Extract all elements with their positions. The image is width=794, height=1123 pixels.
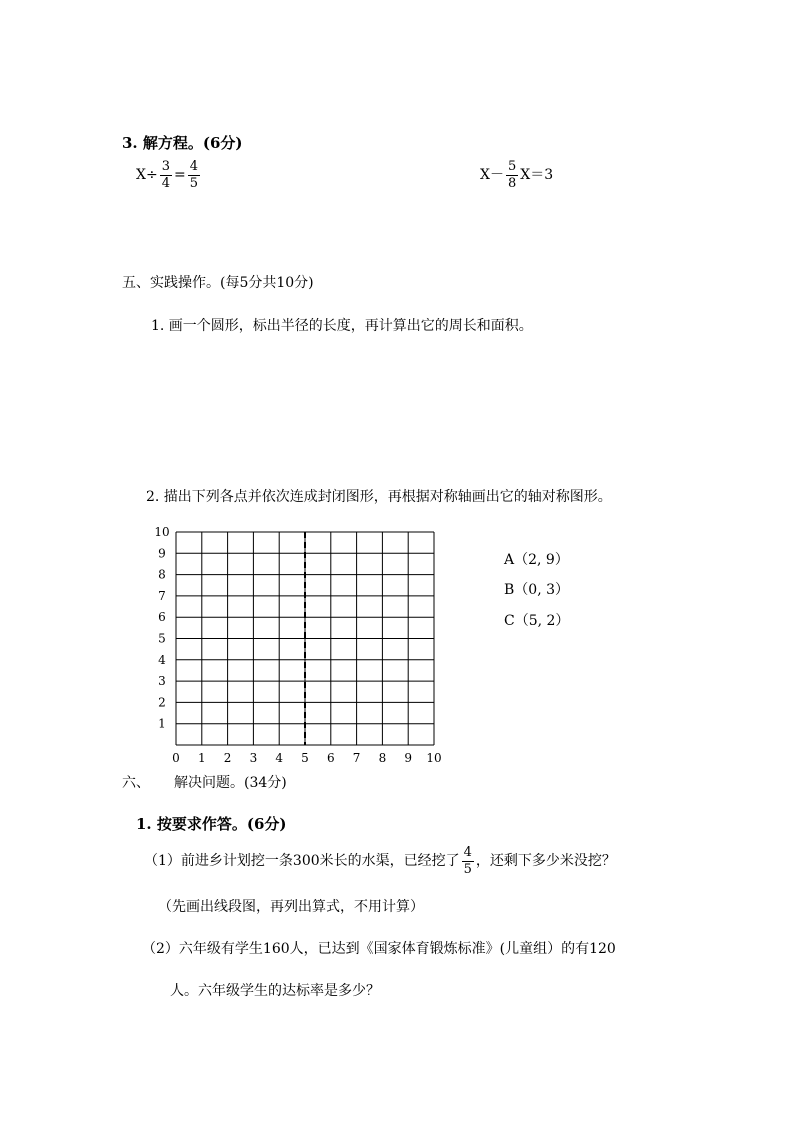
x-tick-label: 5	[301, 751, 309, 765]
x-tick-label: 7	[352, 751, 361, 765]
y-tick-label: 10	[154, 525, 170, 539]
y-axis-labels	[154, 525, 169, 731]
x-tick-label: 0	[172, 751, 180, 765]
eq2-fraction	[506, 160, 518, 190]
eq1-f1-denominator: 4	[161, 175, 170, 191]
section6-title	[122, 776, 287, 790]
y-tick-label: 9	[158, 546, 166, 561]
section6-title-text: 解决问题。(34分)	[174, 775, 287, 791]
eq2-lhs: X－	[480, 167, 504, 184]
equation-1	[136, 160, 202, 190]
x-axis-labels	[172, 751, 441, 765]
eq2-rhs: X＝3	[520, 167, 554, 184]
x-tick-label: 6	[326, 751, 335, 765]
eq1-f2-numerator: 4	[189, 159, 198, 174]
eq2-f-numerator: 5	[507, 159, 517, 174]
point-b: B（0, 3）	[504, 582, 570, 598]
point-a: A（2, 9）	[504, 552, 569, 568]
y-tick-label: 2	[158, 695, 166, 710]
x-tick-label: 2	[223, 751, 232, 765]
equation-2	[480, 160, 553, 190]
q1-1-numerator: 4	[463, 845, 472, 860]
x-tick-label: 9	[404, 751, 413, 765]
q1-1-denominator: 5	[463, 861, 472, 877]
eq1-lhs: X÷	[136, 167, 158, 184]
x-tick-label: 10	[426, 751, 442, 765]
y-tick-label: 3	[158, 674, 166, 689]
q1-1-fraction	[462, 846, 474, 876]
eq2-f-denominator: 8	[507, 175, 517, 191]
section6-question-1-1-note: （先画出线段图，再列出算式，不用计算）	[158, 899, 424, 915]
section5-question-2: 2. 描出下列各点并依次连成封闭图形，再根据对称轴画出它的轴对称图形。	[146, 489, 612, 505]
y-tick-label: 4	[158, 652, 166, 667]
section6-number: 六、	[122, 775, 150, 791]
section5-title: 五、实践操作。(每5分共10分)	[122, 275, 314, 291]
eq1-fraction-2	[188, 160, 200, 190]
x-tick-label: 3	[249, 751, 258, 765]
y-tick-label: 7	[158, 588, 166, 603]
y-tick-label: 5	[158, 631, 166, 646]
q1-1-text-pre: （1）前进乡计划挖一条300米长的水渠，已经挖了	[144, 853, 460, 870]
x-tick-label: 4	[275, 751, 284, 765]
section3-title: 3. 解方程。(6分)	[122, 134, 243, 152]
y-tick-label: 8	[158, 567, 166, 582]
eq1-f1-numerator: 3	[161, 159, 170, 174]
point-c: C（5, 2）	[504, 613, 570, 629]
x-tick-label: 1	[197, 751, 206, 765]
section6-question-1-2-line-2: 人。六年级学生的达标率是多少？	[170, 983, 380, 999]
section6-question-1-2-line-1: （2）六年级有学生160人，已达到《国家体育锻炼标准》(儿童组）的有120	[142, 941, 616, 957]
eq1-fraction-1	[160, 160, 172, 190]
section5-question-1: 1. 画一个圆形，标出半径的长度，再计算出它的周长和面积。	[151, 318, 533, 334]
coordinate-grid	[140, 524, 450, 770]
q1-1-text-post: ，还剩下多少米没挖？	[475, 853, 616, 870]
eq1-f2-denominator: 5	[189, 175, 198, 191]
y-tick-label: 6	[158, 610, 166, 625]
eq1-equals: =	[173, 167, 186, 184]
x-tick-label: 8	[378, 751, 387, 765]
y-tick-label: 1	[158, 716, 166, 731]
section6-question-1-title: 1. 按要求作答。(6分)	[136, 815, 287, 833]
section6-question-1-1	[144, 846, 616, 876]
